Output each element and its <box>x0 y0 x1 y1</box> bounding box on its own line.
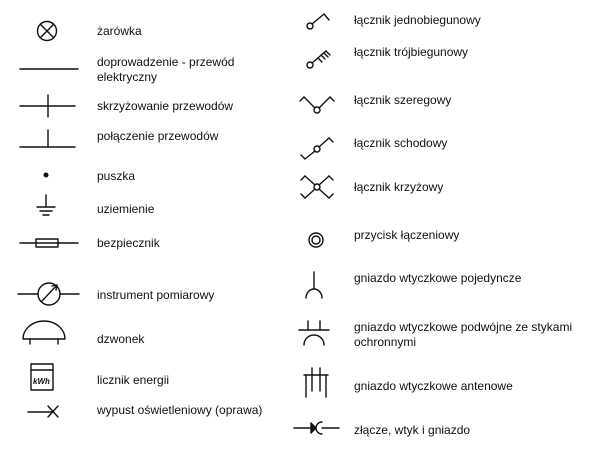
antenna-socket-icon <box>302 365 330 399</box>
lighting-outlet-icon <box>28 402 68 422</box>
legend-label-single-pole-switch: łącznik jednobiegunowy <box>354 13 481 27</box>
energy-meter-icon <box>29 362 55 392</box>
single-pole-switch-icon <box>304 9 334 31</box>
bell-icon <box>20 317 70 345</box>
staircase-switch-icon <box>298 135 336 163</box>
legend-label-single-socket: gniazdo wtyczkowe pojedyncze <box>354 271 522 285</box>
legend-label-wire: doprowadzenie - przewód elektryczny <box>97 55 235 84</box>
legend-label-meter-instrument: instrument pomiarowy <box>97 288 215 302</box>
energy-meter-symbol-text: kWh <box>33 377 50 386</box>
legend-label-antenna-socket: gniazdo wtyczkowe antenowe <box>354 379 513 393</box>
legend-label-staircase-switch: łącznik schodowy <box>354 136 448 150</box>
legend-label-three-pole-switch: łącznik trójbiegunowy <box>354 45 469 59</box>
legend-label-ground: uziemienie <box>97 202 155 216</box>
wire-junction-icon <box>20 128 76 152</box>
wire-crossing-icon <box>20 94 76 118</box>
legend-label-lamp: żarówka <box>97 24 142 38</box>
junction-box-icon <box>41 170 51 180</box>
legend-label-fuse: bezpiecznik <box>97 236 160 250</box>
legend-label-wire-crossing: skrzyżowanie przewodów <box>97 99 234 113</box>
fuse-icon <box>20 236 80 250</box>
legend-label-junction-box: puszka <box>97 169 136 183</box>
double-socket-earth-icon <box>298 319 330 349</box>
wire-icon <box>20 64 80 74</box>
meter-instrument-icon <box>18 279 80 309</box>
legend-label-series-switch: łącznik szeregowy <box>354 93 452 107</box>
cross-switch-icon <box>298 172 336 202</box>
legend-label-lighting-outlet: wypust oświetleniowy (oprawa) <box>97 403 263 417</box>
legend-label-push-button: przycisk łączeniowy <box>354 228 460 242</box>
ground-icon <box>34 194 58 218</box>
legend-label-cross-switch: łącznik krzyżowy <box>354 180 444 194</box>
plug-socket-connector-icon <box>294 418 340 438</box>
three-pole-switch-icon <box>304 46 336 70</box>
push-button-icon <box>306 230 326 250</box>
lamp-icon <box>35 19 59 43</box>
legend-label-wire-junction: połączenie przewodów <box>97 129 219 143</box>
legend-label-plug-socket-connector: złącze, wtyk i gniazdo <box>354 423 471 437</box>
single-socket-icon <box>303 270 325 300</box>
series-switch-icon <box>298 92 336 116</box>
legend-label-energy-meter: licznik energii <box>97 373 170 387</box>
legend-label-bell: dzwonek <box>97 332 145 346</box>
legend-label-double-socket-earth: gniazdo wtyczkowe podwójne ze stykami ochronnymi <box>354 320 573 349</box>
